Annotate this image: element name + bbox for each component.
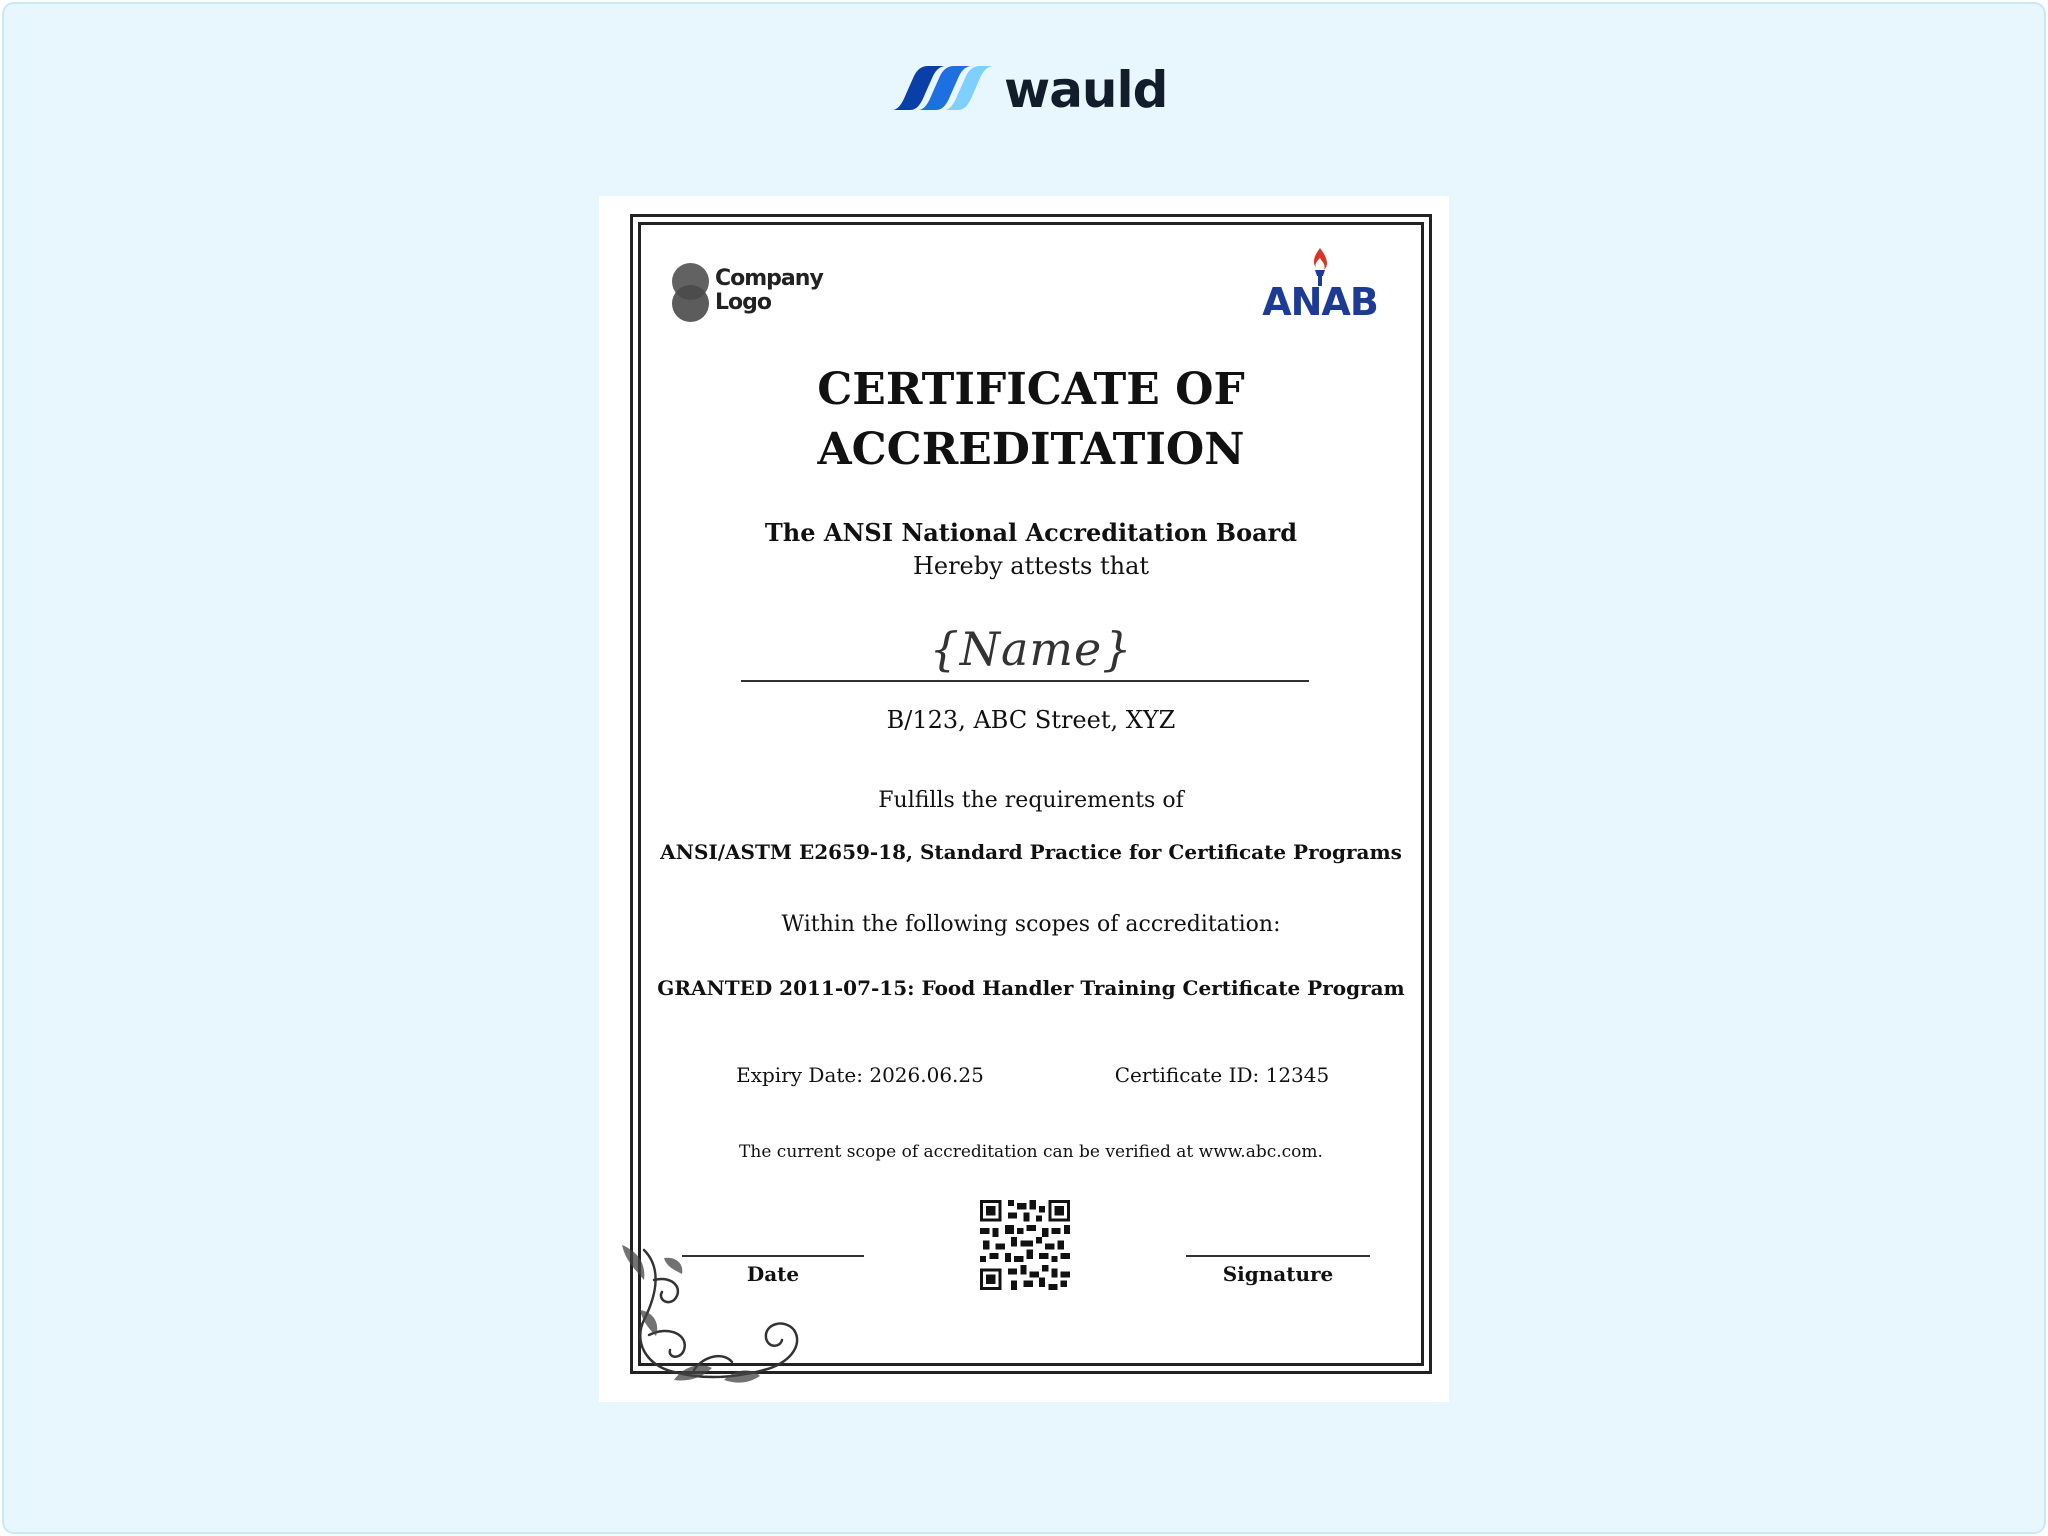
- company-logo-line1: Company: [715, 266, 823, 291]
- fulfills-text: Fulfills the requirements of: [878, 788, 1184, 813]
- anab-text: ANAB: [1262, 280, 1378, 324]
- brand-logo[interactable]: [888, 60, 1168, 120]
- floral-ornament-icon: [614, 1240, 814, 1390]
- signature-line: [1186, 1255, 1370, 1257]
- expiry-date: Expiry Date: 2026.06.25: [736, 1063, 984, 1087]
- verify-note: The current scope of accreditation can be verified at www.abc.com.: [739, 1142, 1323, 1162]
- signature-label: Signature: [1222, 1262, 1334, 1286]
- title-line-1: CERTIFICATE OF: [817, 364, 1245, 415]
- company-logo: [672, 263, 832, 321]
- certificate-id: Certificate ID: 12345: [1114, 1063, 1330, 1087]
- company-logo-line2: Logo: [715, 290, 771, 315]
- recipient-name-placeholder: {Name}: [929, 622, 1133, 676]
- brand-name: wauld: [1004, 61, 1168, 119]
- standard-name: ANSI/ASTM E2659-18, Standard Practice for Certificate Programs: [660, 840, 1402, 864]
- scope-granted: GRANTED 2011-07-15: Food Handler Training Certificate Program: [657, 976, 1405, 1000]
- scopes-intro: Within the following scopes of accreditation:: [781, 912, 1281, 937]
- date-label: Date: [746, 1262, 800, 1286]
- attests-text: Hereby attests that: [912, 552, 1150, 580]
- qr-code-icon[interactable]: [980, 1200, 1070, 1290]
- logo-circle-icon: [672, 285, 709, 322]
- certificate-title: [640, 360, 1422, 480]
- title-line-2: ACCREDITATION: [817, 424, 1245, 475]
- anab-logo: [1252, 246, 1388, 322]
- recipient-address: B/123, ABC Street, XYZ: [886, 706, 1176, 734]
- name-underline: [741, 680, 1309, 682]
- issuer-name: The ANSI National Accreditation Board: [764, 518, 1298, 547]
- wauld-mark-icon: [888, 64, 996, 112]
